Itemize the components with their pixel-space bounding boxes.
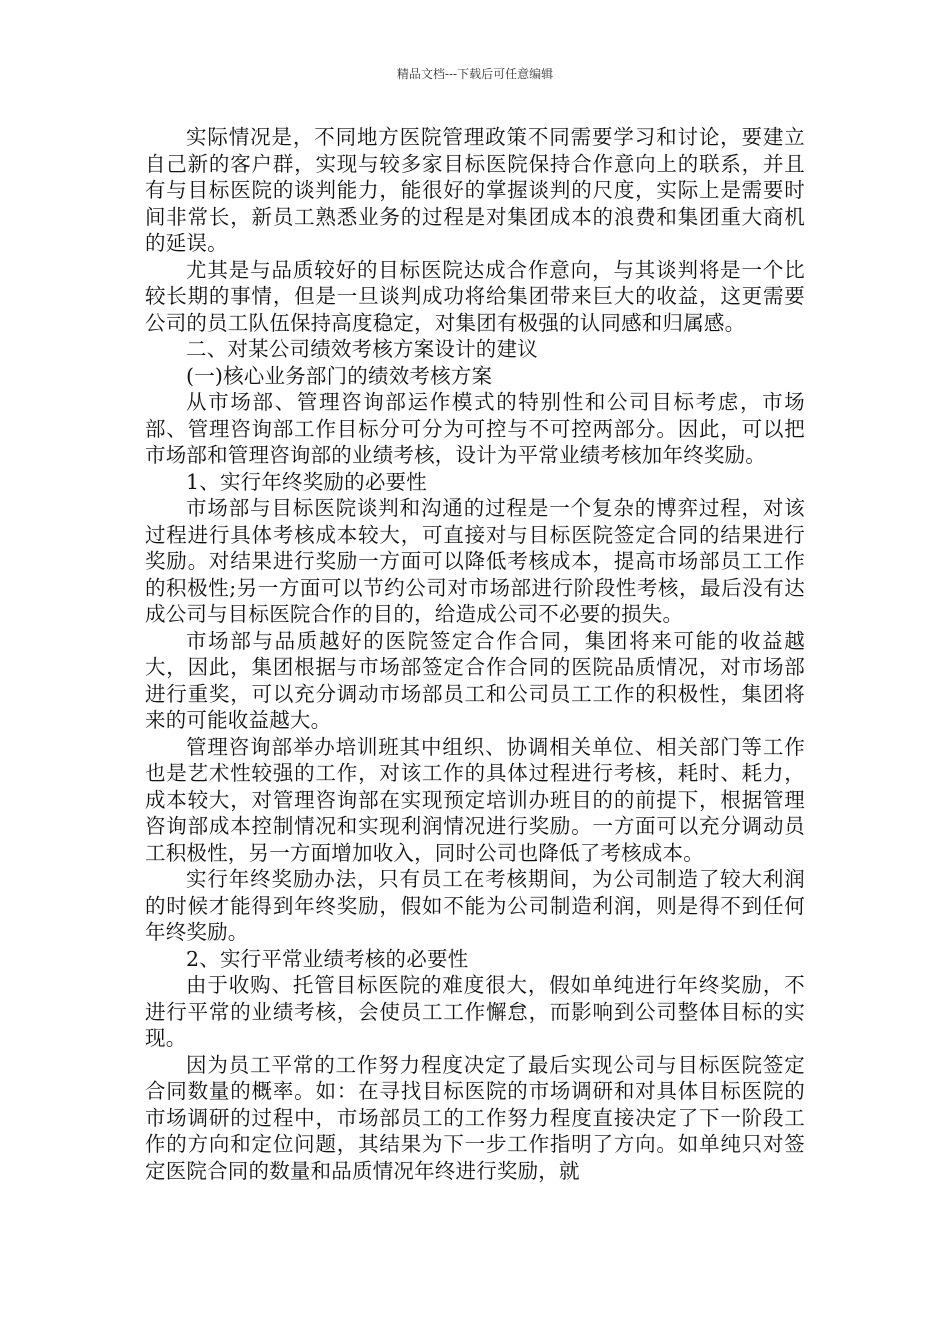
paragraph-5: 市场部与品质越好的医院签定合作合同，集团将来可能的收益越大，因此，集团根据与市场部签定合作合同的医院品质情况，对市场部进行重奖，可以充分调动市场部员工和公司员工工作的积极性，集团将来的可能收益越大。 bbox=[145, 628, 805, 732]
paragraph-4: 市场部与目标医院谈判和沟通的过程是一个复杂的博弈过程，对该过程进行具体考核成本较大，可直接对与目标医院签定合同的结果进行奖励。对结果进行奖励一方面可以降低考核成本，提高市场部员工工作的积极性;另一方面可以节约公司对市场部进行阶段性考核，最后没有达成公司与目标医院合作的目的，给造成公司不必要的损失。 bbox=[145, 496, 805, 626]
paragraph-2: 尤其是与品质较好的目标医院达成合作意向，与其谈判将是一个比较长期的事情，但是一旦谈判成功将给集团带来巨大的收益，这更需要公司的员工队伍保持高度稳定，对集团有极强的认同感和归属感。 bbox=[145, 257, 805, 335]
paragraph-1: 实际情况是，不同地方医院管理政策不同需要学习和讨论，要建立自己新的客户群，实现与较多家目标医院保持合作意向上的联系，并且有与目标医院的谈判能力，能很好的掌握谈判的尺度，实际上是需要时间非常长，新员工熟悉业务的过程是对集团成本的浪费和集团重大商机的延误。 bbox=[145, 125, 805, 255]
paragraph-8: 由于收购、托管目标医院的难度很大，假如单纯进行年终奖励，不进行平常的业绩考核，会使员工工作懈怠，而影响到公司整体目标的实现。 bbox=[145, 973, 805, 1050]
item-heading-2: 2、实行平常业绩考核的必要性 bbox=[186, 946, 469, 971]
document-body bbox=[145, 124, 805, 1184]
section-heading: 二、对某公司绩效考核方案设计的建议 bbox=[186, 337, 538, 361]
paragraph-7: 实行年终奖励办法，只有员工在考核期间，为公司制造了较大利润的时候才能得到年终奖励，假如不能为公司制造利润，则是得不到任何年终奖励。 bbox=[145, 867, 805, 944]
paragraph-9: 因为员工平常的工作努力程度决定了最后实现公司与目标医院签定合同数量的概率。如：在寻找目标医院的市场调研和对具体目标医院的市场调研的过程中，市场部员工的工作努力程度直接决定了下一阶段工作的方向和定位问题，其结果为下一步工作指明了方向。如单纯只对签定医院合同的数量和品质情况年终进行奖励，就 bbox=[145, 1052, 805, 1183]
paragraph-3: 从市场部、管理咨询部运作模式的特别性和公司目标考虑，市场部、管理咨询部工作目标分可分为可控与不可控两部分。因此，可以把市场部和管理咨询部的业绩考核，设计为平常业绩考核加年终奖励。 bbox=[145, 390, 805, 467]
paragraph-6: 管理咨询部举办培训班其中组织、协调相关单位、相关部门等工作也是艺术性较强的工作，对该工作的具体过程进行考核，耗时、耗力，成本较大，对管理咨询部在实现预定培训办班目的的前提下，根据管理咨询部成本控制情况和实现利润情况进行奖励。一方面可以充分调动员工积极性，另一方面增加收入，同时公司也降低了考核成本。 bbox=[145, 734, 805, 865]
item-heading-1: 1、实行年终奖励的必要性 bbox=[186, 469, 427, 494]
page-header: 精品文档---下载后可任意编辑 bbox=[396, 67, 554, 81]
subsection-heading: (一)核心业务部门的绩效考核方案 bbox=[186, 363, 493, 388]
